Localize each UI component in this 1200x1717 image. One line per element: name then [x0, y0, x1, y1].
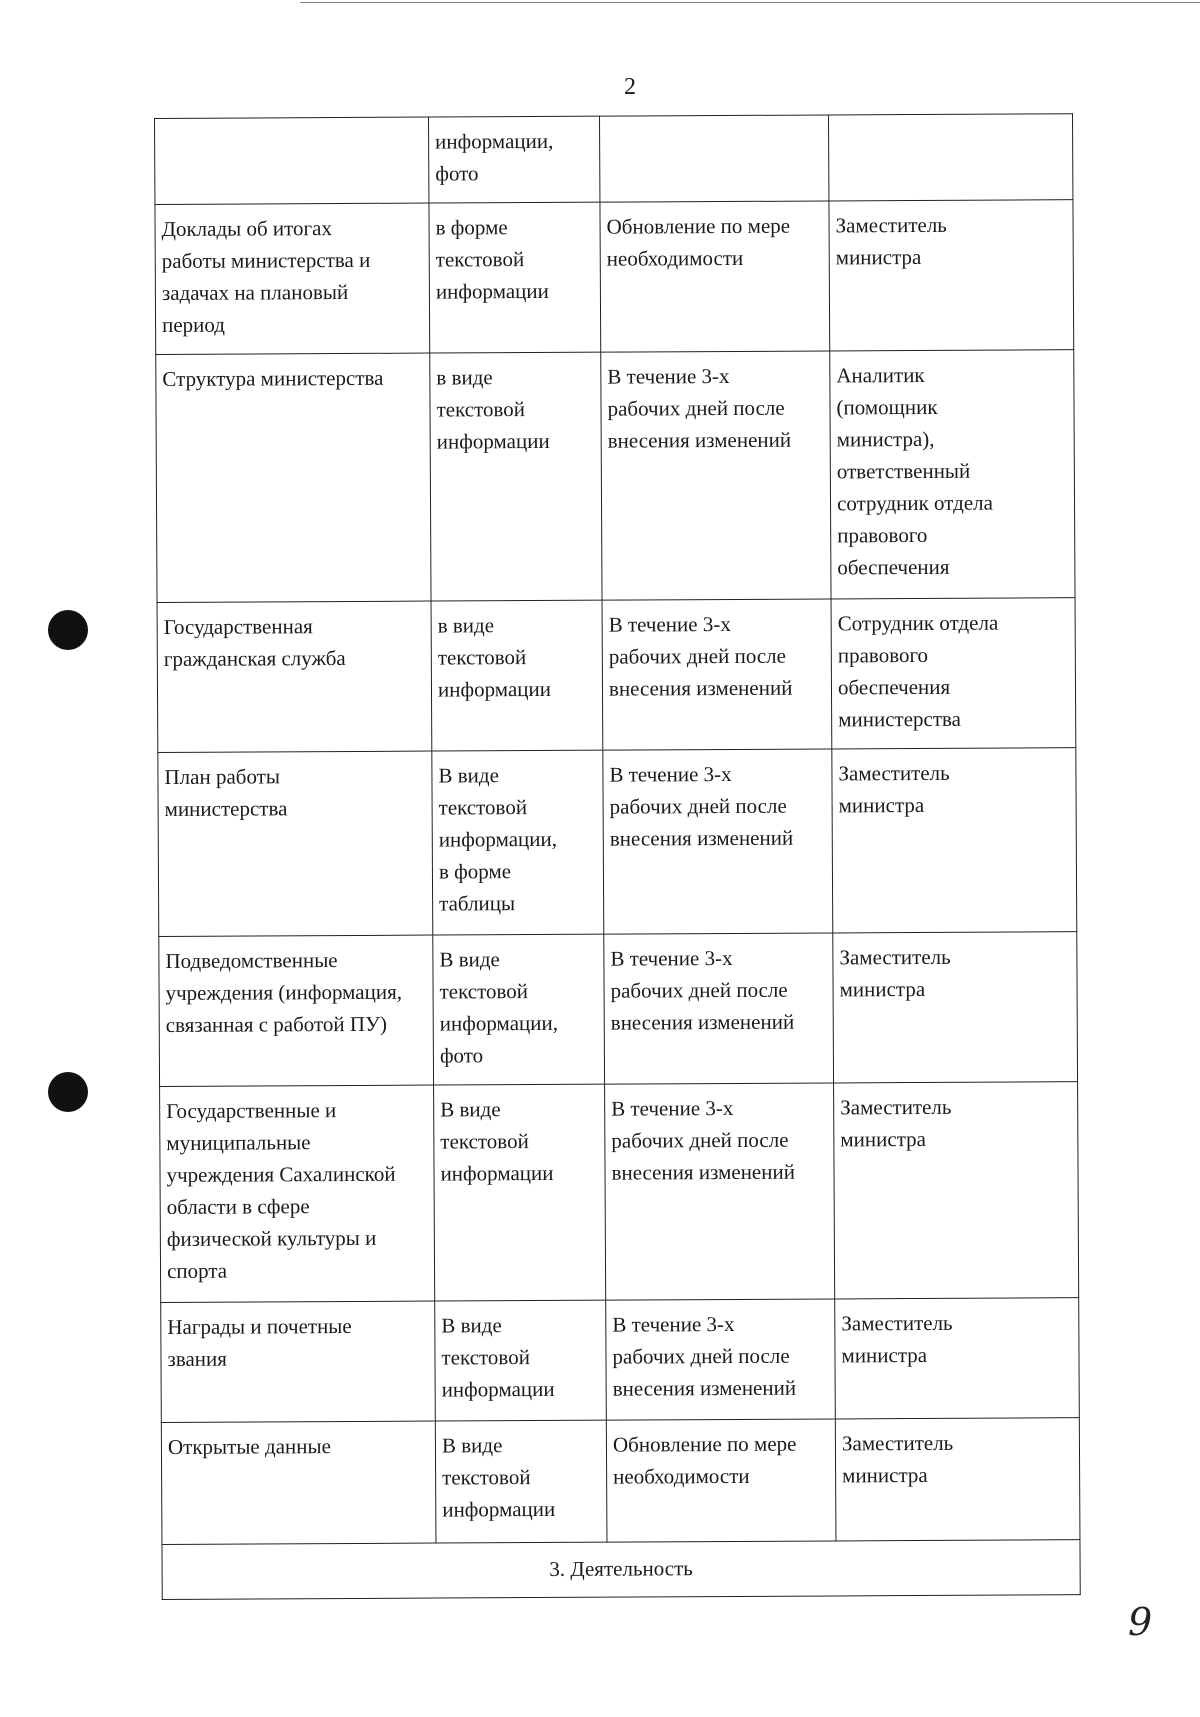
page-number: 2 [624, 74, 636, 100]
table-cell-responsible: Заместитель министра [835, 1298, 1080, 1419]
table-cell-format: информации, фото [428, 116, 599, 203]
table-cell-responsible: Заместитель министра [834, 1082, 1079, 1299]
table-row [161, 1418, 1080, 1545]
table-cell-responsible: Сотрудник отдела правового обеспечения министерства [831, 598, 1076, 749]
table-cell-format: В виде текстовой информации [434, 1084, 606, 1301]
table-cell-responsible: Аналитик (помощник министра), ответственный сотрудник отдела правового обеспечения [830, 350, 1075, 599]
table-cell-section: Подведомственные учреждения (информация, связанная с работой ПУ) [159, 935, 434, 1086]
table-cell-responsible: Заместитель министра [829, 200, 1074, 351]
table-cell-deadline: В течение 3-х рабочих дней после внесения изменений [606, 1299, 836, 1420]
table-cell-deadline: В течение 3-х рабочих дней после внесения изменений [605, 1083, 835, 1300]
table-row [157, 598, 1076, 753]
table-cell-format: В виде текстовой информации [435, 1420, 607, 1543]
table-row [155, 200, 1074, 355]
table-cell-format: В виде текстовой информации, фото [433, 934, 605, 1085]
table-cell-deadline: В течение 3-х рабочих дней после внесения изменений [603, 749, 833, 934]
table-cell-responsible: Заместитель министра [835, 1418, 1080, 1541]
table-cell-format: В виде текстовой информации [435, 1300, 607, 1421]
table-row [155, 114, 1073, 205]
section-heading: 3. Деятельность [162, 1540, 1080, 1600]
table-cell-section: Награды и почетные звания [161, 1301, 436, 1422]
table-cell-format: В виде текстовой информации, в форме таблицы [432, 750, 604, 935]
table-cell-section: Государственная гражданская служба [157, 601, 432, 752]
table-cell-section: План работы министерства [158, 751, 433, 936]
table-cell-format: в виде текстовой информации [430, 352, 602, 601]
table-cell-responsible: Заместитель министра [832, 748, 1077, 933]
scan-top-edge [300, 2, 1200, 3]
table-row [160, 1082, 1079, 1303]
table-cell-deadline: В течение 3-х рабочих дней после внесения изменений [601, 351, 831, 600]
document-table [154, 113, 1081, 1600]
table-row [156, 350, 1075, 603]
table-cell-format: в форме текстовой информации [429, 202, 601, 353]
table-cell-section [155, 117, 429, 204]
table-cell-deadline: Обновление по мере необходимости [606, 1419, 836, 1542]
table-row [158, 748, 1077, 937]
punch-hole-icon [48, 610, 88, 650]
table-cell-section: Открытые данные [161, 1421, 436, 1544]
table-cell-deadline: В течение 3-х рабочих дней после внесения изменений [602, 599, 832, 750]
table-cell-responsible [828, 114, 1072, 201]
section-heading-row [162, 1540, 1080, 1600]
table-row [161, 1298, 1080, 1423]
table-cell-section: Государственные и муниципальные учреждения Сахалинской области в сфере физической культуры и спорта [160, 1085, 435, 1302]
table-cell-deadline: Обновление по мере необходимости [600, 201, 830, 352]
punch-hole-icon [48, 1072, 88, 1112]
table-cell-responsible: Заместитель министра [833, 932, 1078, 1083]
table-cell-deadline: В течение 3-х рабочих дней после внесения изменений [604, 933, 834, 1084]
table-row [159, 932, 1078, 1087]
table-cell-format: в виде текстовой информации [431, 600, 603, 751]
table-cell-section: Структура министерства [156, 353, 431, 602]
table-cell-section: Доклады об итогах работы министерства и задачах на плановый период [155, 203, 430, 354]
handwritten-page-mark: 9 [1128, 1600, 1153, 1644]
table-cell-deadline [599, 115, 828, 202]
